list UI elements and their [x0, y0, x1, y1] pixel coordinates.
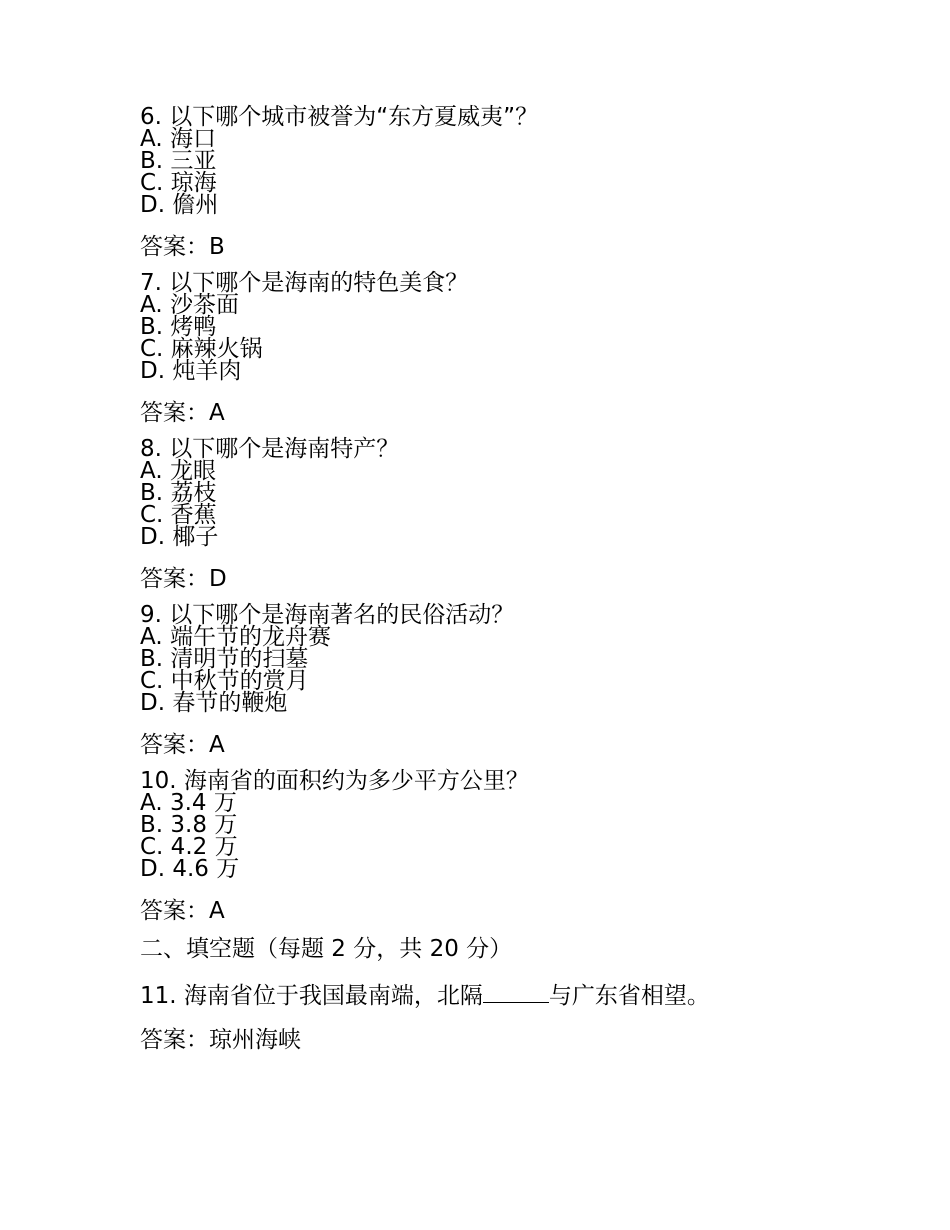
question-9 [140, 604, 900, 758]
option-b: B. 3.8 万 [140, 812, 238, 838]
option-d: D. 儋州 [140, 192, 219, 218]
option-c: C. 琼海 [140, 170, 217, 196]
option-b: B. 三亚 [140, 148, 217, 174]
question-title: 9. 以下哪个是海南著名的民俗活动？ [140, 602, 515, 628]
question-11 [140, 980, 900, 1009]
option-a: A. 龙眼 [140, 458, 216, 484]
option-d: D. 炖羊肉 [140, 358, 242, 384]
option-a: A. 3.4 万 [140, 790, 237, 816]
question-title: 10. 海南省的面积约为多少平方公里？ [140, 768, 529, 794]
option-c: C. 4.2 万 [140, 834, 238, 860]
option-a: A. 海口 [140, 126, 216, 152]
question-7 [140, 272, 900, 426]
option-b: B. 清明节的扫墓 [140, 646, 309, 672]
answer-text: 答案：A [140, 400, 225, 426]
question-title: 8. 以下哪个是海南特产？ [140, 436, 400, 462]
answer-text: 答案：D [140, 566, 227, 592]
answer-text: 答案：琼州海峡 [140, 1027, 301, 1053]
section-title-fill-in: 二、填空题（每题 2 分，共 20 分） [140, 936, 513, 962]
option-d: D. 4.6 万 [140, 856, 240, 882]
option-b: B. 烤鸭 [140, 314, 217, 340]
answer-text: 答案：A [140, 898, 225, 924]
question-10 [140, 770, 900, 924]
option-c: C. 麻辣火锅 [140, 336, 263, 362]
option-b: B. 荔枝 [140, 480, 217, 506]
option-d: D. 春节的鞭炮 [140, 690, 288, 716]
answer-text: 答案：A [140, 732, 225, 758]
question-title: 7. 以下哪个是海南的特色美食？ [140, 270, 469, 296]
option-c: C. 中秋节的赏月 [140, 668, 309, 694]
option-d: D. 椰子 [140, 524, 219, 550]
answer-text: 答案：B [140, 234, 225, 260]
answer-blank [483, 980, 549, 1003]
question-title: 6. 以下哪个城市被誉为“东方夏威夷”？ [140, 104, 539, 130]
option-a: A. 端午节的龙舟赛 [140, 624, 331, 650]
document-content [140, 106, 900, 1053]
question-text-after: 与广东省相望。 [548, 983, 710, 1009]
question-8 [140, 438, 900, 592]
question-text-before: 11. 海南省位于我国最南端，北隔 [140, 983, 483, 1009]
option-c: C. 香蕉 [140, 502, 217, 528]
option-a: A. 沙茶面 [140, 292, 239, 318]
question-6 [140, 106, 900, 260]
